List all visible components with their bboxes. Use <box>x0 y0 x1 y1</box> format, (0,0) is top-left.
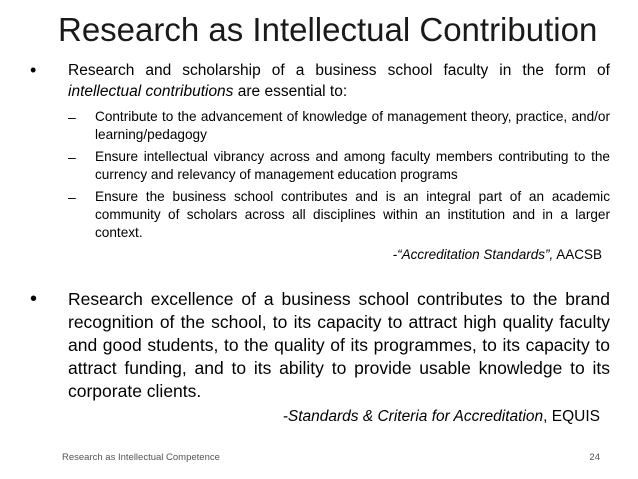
sub-item <box>68 148 610 184</box>
bullet-equis <box>30 288 610 427</box>
attribution-plain: AACSB <box>553 247 602 262</box>
slide-title: Research as Intellectual Contribution <box>58 11 598 48</box>
sub-item <box>68 188 610 242</box>
attribution-italic: -“Accreditation Standards”, <box>392 247 554 262</box>
bullet-icon: • <box>30 288 38 310</box>
dash-icon: – <box>68 149 76 165</box>
bullet-aacsb <box>30 60 610 264</box>
bullet-text-end: are essential to: <box>233 83 348 100</box>
dash-icon: – <box>68 109 76 125</box>
sub-item-text: Ensure intellectual vibrancy across and among faculty members contributing to the currency and relevancy of management education programs <box>95 149 610 182</box>
sub-list <box>30 108 610 242</box>
attribution-italic: -Standards & Criteria for Accreditation <box>282 408 544 425</box>
sub-item-text: Ensure the business school contributes and is an integral part of an academic community of scholars across all disciplines within an institution and in a larger context. <box>95 189 610 240</box>
bullet-text-italic: intellectual contributions <box>68 83 234 100</box>
attribution-aacsb <box>30 246 610 264</box>
sub-item <box>68 108 610 144</box>
bullet-text: Research excellence of a business school contributes to the brand recognition of the school, to its capacity to attract high quality faculty and good students, to the quality of its programmes, to its capacity to attract funding, and to its ability to provide usable knowledge to its corporate clients. <box>68 289 610 401</box>
bullet-icon: • <box>30 60 37 80</box>
bullet-text <box>68 60 610 102</box>
dash-icon: – <box>68 189 76 205</box>
bullet-text-start: Research and scholarship of a business school faculty in the form of <box>68 62 610 79</box>
bullet-row <box>30 288 610 403</box>
attribution-plain: , EQUIS <box>543 408 600 425</box>
sub-item-text: Contribute to the advancement of knowledge of management theory, practice, and/or learning/pedagogy <box>95 109 610 142</box>
bullet-row <box>30 60 610 102</box>
attribution-equis <box>30 407 610 427</box>
footer-text: Research as Intellectual Competence <box>62 452 220 463</box>
page-number: 24 <box>589 452 600 463</box>
